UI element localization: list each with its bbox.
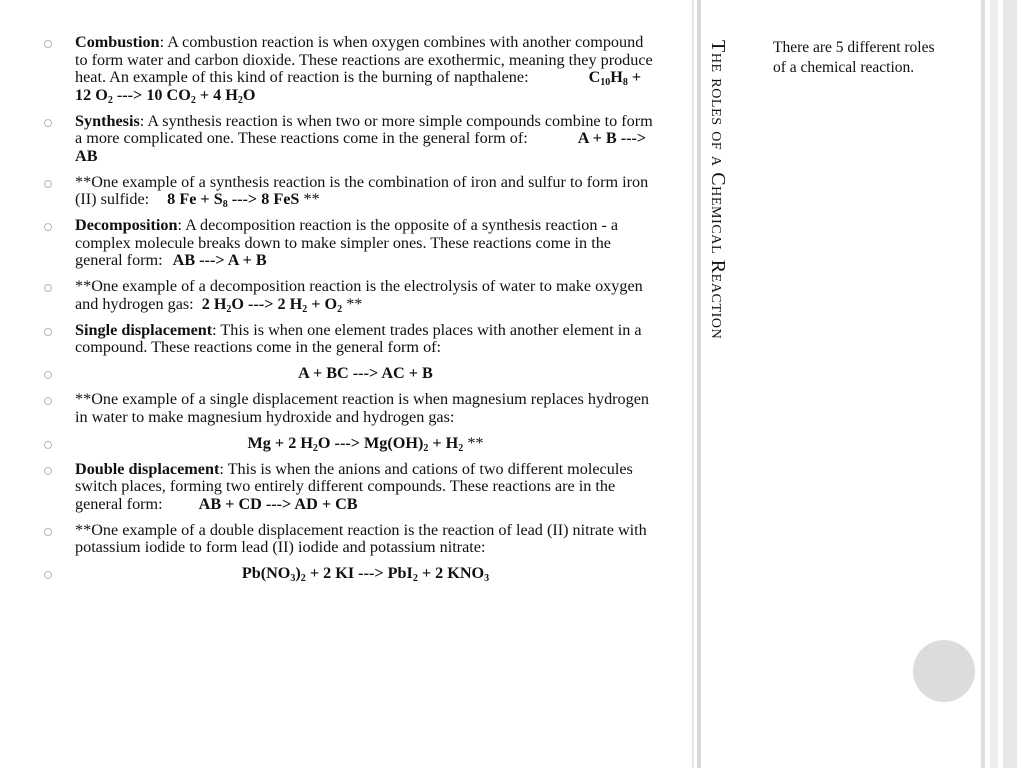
list-item [44, 217, 656, 270]
list-item-text [75, 565, 656, 583]
subscript: 8 [222, 199, 228, 210]
text-run: + H [428, 433, 459, 452]
text-run: 2 H [201, 294, 227, 313]
list-item [44, 565, 656, 583]
subscript: 2 [337, 303, 343, 315]
text-run: O ---> 2 H [231, 294, 303, 313]
bullet-icon [44, 328, 52, 336]
text-run: O ---> Mg(OH) [317, 433, 424, 452]
list-item [44, 461, 656, 514]
list-item [44, 522, 656, 557]
text-run: **One example of a single displacement reaction is when magnesium replaces hydrogen in water to make magnesium hydroxide and hydrogen gas: [75, 390, 650, 426]
text-run: C [588, 68, 601, 86]
text-run: A + BC ---> AC + B [298, 364, 433, 382]
bullet-icon [44, 40, 52, 48]
subscript: 2 [412, 573, 418, 584]
text-run: ** [463, 433, 484, 452]
text-run: **One example of a double displacement reaction is the reaction of lead (II) nitrate with potassium iodide to form lead (II) iodide and potassium nitrate: [75, 520, 647, 556]
text-run: **One example of a decomposition reaction is the electrolysis of water to make oxygen and hydrogen gas: [75, 277, 643, 313]
text-run: O [242, 85, 256, 104]
list-item [44, 391, 656, 426]
text-run: + 12 O [75, 68, 642, 104]
text-run: A + B ---> AB [75, 129, 647, 165]
list-item [44, 365, 656, 383]
subscript: 3 [290, 573, 296, 584]
text-run: ** [299, 190, 320, 208]
text-run: : A synthesis reaction is when two or more simple compounds combine to form a more complicated one. These reactions come in the general form of: [75, 111, 653, 147]
text-run: : This is when the anions and cations of two different molecules switch places, forming two entirely different compounds. These reactions are in the general form: [75, 459, 633, 513]
list-item-text [75, 321, 642, 357]
text-run: Decomposition [75, 216, 178, 234]
text-run: ) [295, 564, 301, 582]
divider-line [692, 0, 694, 768]
text-run: Synthesis [75, 111, 140, 130]
list-item [44, 174, 656, 209]
decorative-rail [1003, 0, 1017, 768]
subscript: 2 [312, 442, 318, 454]
subscript: 2 [423, 442, 429, 454]
subscript: 2 [302, 303, 308, 315]
subscript: 8 [622, 77, 628, 88]
decorative-rail [981, 0, 985, 768]
subscript: 3 [484, 573, 490, 584]
list-item [44, 435, 656, 453]
bullet-icon [44, 441, 52, 449]
text-run: **One example of a synthesis reaction is the combination of iron and sulfur to form iron (II) sulfide: [75, 172, 649, 208]
bullet-icon [44, 467, 52, 475]
text-run: H [610, 68, 623, 86]
bullet-icon [44, 119, 52, 127]
subscript: 2 [300, 573, 306, 584]
text-run: Pb(NO [241, 564, 291, 582]
bullet-icon [44, 223, 52, 231]
bullet-icon [44, 397, 52, 405]
text-run: ---> 10 CO [112, 85, 191, 104]
list-item-text [75, 277, 643, 313]
text-run: ---> 8 FeS [227, 190, 300, 208]
text-run: : This is when one element trades places with another element in a compound. These reactions come in the general form of: [75, 320, 642, 356]
subscript: 2 [458, 442, 464, 454]
list-item [44, 113, 656, 166]
next-slide-button[interactable] [913, 640, 975, 702]
list-item [44, 322, 656, 357]
text-run: + 4 H [195, 85, 238, 104]
bullet-icon [44, 284, 52, 292]
list-item [44, 278, 656, 313]
text-run: + O [307, 294, 338, 313]
text-run: : A combustion reaction is when oxygen combines with another compound to form water and carbon dioxide. These reactions are exothermic, meaning they produce heat. An example of this kind of reaction is the burning of napthalene: [75, 33, 653, 86]
text-run: : A decomposition reaction is the opposite of a synthesis reaction - a complex molecule breaks down to make simpler ones. These reactions come in the general form: [75, 216, 619, 269]
text-run: Combustion [75, 33, 160, 51]
list-item-text [75, 216, 618, 269]
text-run: Single displacement [75, 320, 213, 339]
text-run: ** [342, 294, 363, 313]
subscript: 2 [190, 94, 196, 106]
subscript: 2 [237, 94, 243, 106]
bullet-icon [44, 528, 52, 536]
list-item-text [75, 173, 648, 209]
subscript: 2 [107, 94, 113, 106]
side-note: There are 5 different roles of a chemical reaction. [773, 39, 935, 76]
bullet-icon [44, 180, 52, 188]
list-item-text [75, 390, 649, 426]
list-item-text [75, 112, 653, 165]
text-run: AB + CD ---> AD + CB [198, 494, 358, 513]
bullet-icon [44, 371, 52, 379]
text-run: AB ---> A + B [172, 251, 267, 269]
subscript: 10 [600, 77, 611, 88]
text-run: 8 Fe + S [167, 190, 223, 208]
text-run: Mg + 2 H [247, 433, 313, 452]
text-run: Double displacement [75, 459, 220, 478]
text-run: + 2 KNO [417, 564, 485, 582]
title-strip [706, 40, 746, 560]
text-run: + 2 KI ---> PbI [305, 564, 413, 582]
decorative-rail [990, 0, 998, 768]
subscript: 2 [226, 303, 232, 315]
list-item-text [75, 460, 633, 513]
list-item [44, 34, 656, 104]
list-item-text [75, 33, 653, 104]
bullet-icon [44, 571, 52, 579]
list-item-text [75, 521, 647, 557]
list-item-text [75, 365, 656, 383]
slide-title: The roles of a Chemical Reaction [707, 40, 729, 340]
list-item-text [75, 435, 656, 453]
bullet-list [44, 34, 656, 591]
divider-line-thick [697, 0, 701, 768]
